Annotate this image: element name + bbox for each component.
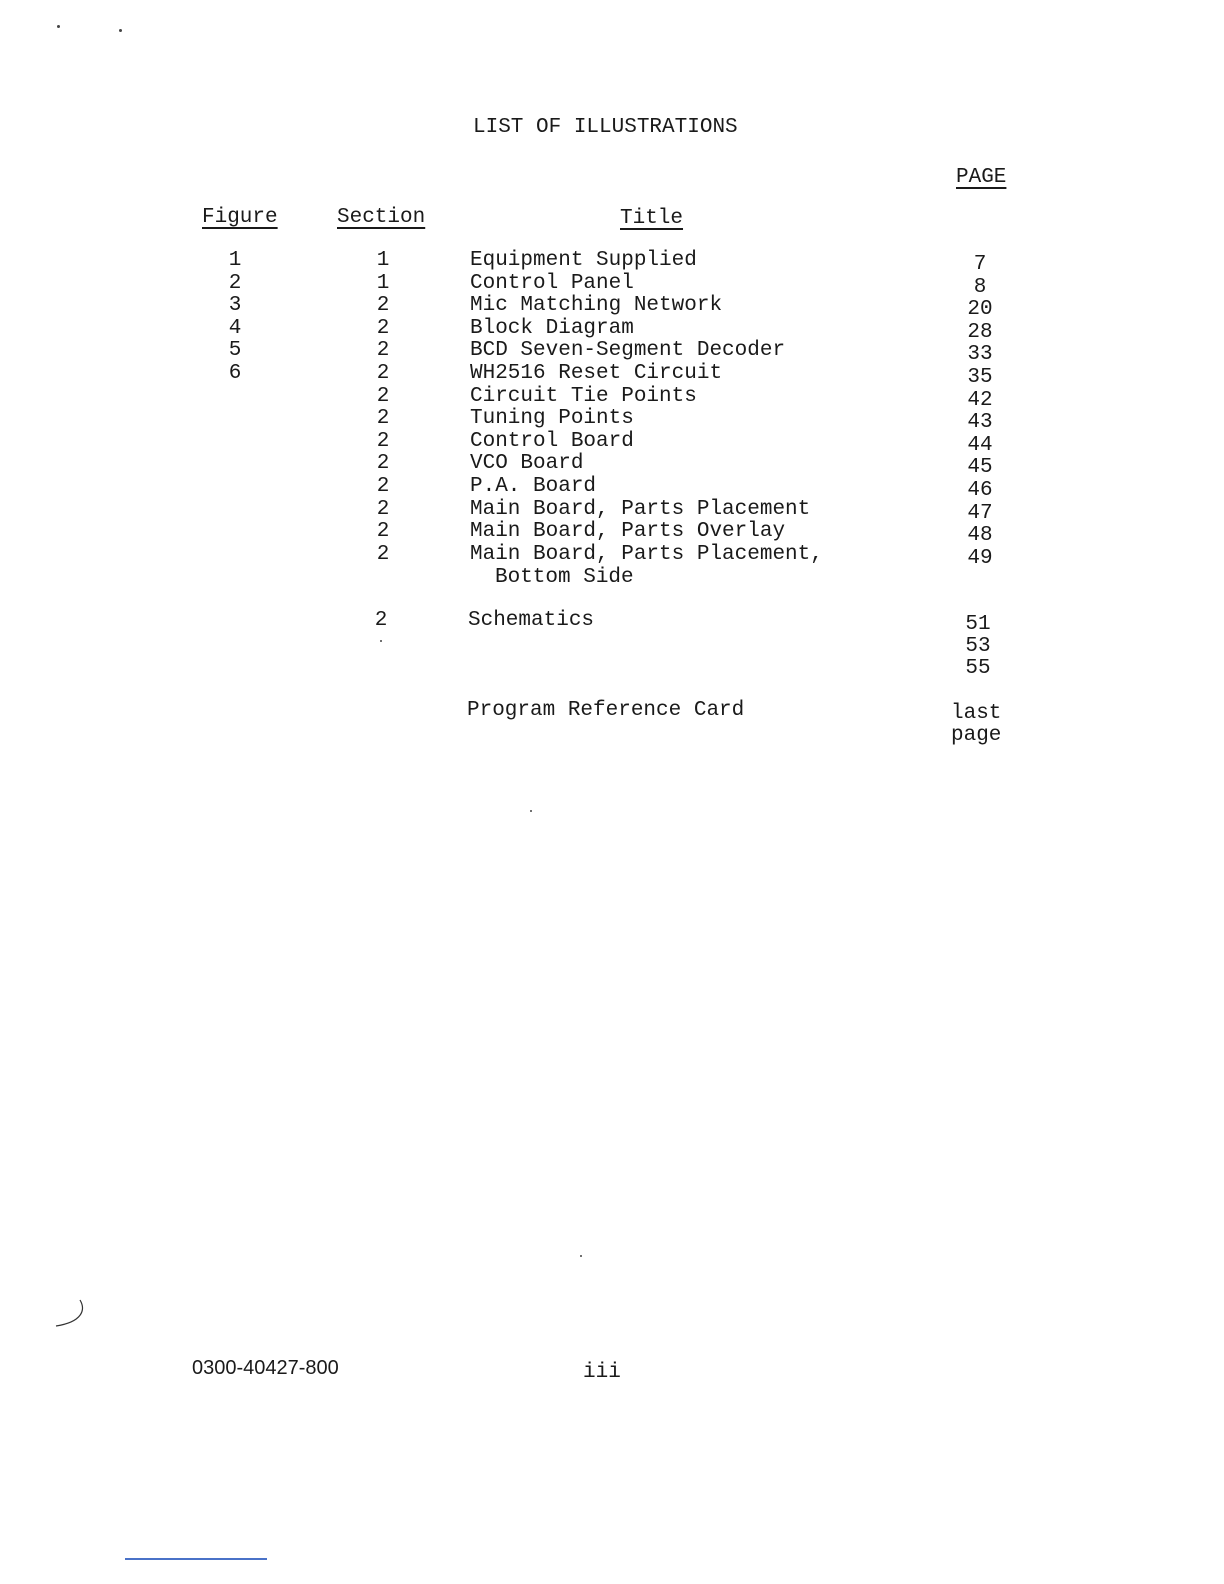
row-title-continuation: Bottom Side	[495, 566, 634, 589]
row-section: 2	[376, 543, 390, 566]
row-section: 2	[376, 430, 390, 453]
scan-speck	[380, 640, 382, 642]
row-page: 48	[967, 524, 993, 547]
row-title: Tuning Points	[470, 407, 634, 430]
row-page: 42	[967, 389, 993, 412]
row-title: Equipment Supplied	[470, 249, 697, 272]
row-page: 7	[973, 253, 987, 276]
row-page: 20	[967, 298, 993, 321]
row-section: 1	[376, 272, 390, 295]
row-page: 46	[967, 479, 993, 502]
row-section: 2	[376, 498, 390, 521]
scan-edge-line	[125, 1558, 267, 1560]
row-title: Block Diagram	[470, 317, 634, 340]
row-section: 2	[376, 452, 390, 475]
schematics-title: Schematics	[468, 609, 595, 632]
row-section: 2	[376, 407, 390, 430]
row-title: VCO Board	[470, 452, 584, 475]
row-page: 28	[967, 321, 993, 344]
row-figure: 3	[228, 294, 242, 317]
scan-speck	[580, 1255, 582, 1257]
page-number: iii	[583, 1361, 621, 1384]
row-page: 47	[967, 502, 993, 525]
scan-mark	[52, 1296, 88, 1332]
document-number: 0300-40427-800	[192, 1357, 339, 1379]
section-column-header: Section	[337, 206, 426, 229]
reference-card-page-line2: page	[951, 724, 1002, 747]
row-title: Control Panel	[470, 272, 634, 295]
row-section: 2	[376, 385, 390, 408]
row-section: 2	[376, 294, 390, 317]
reference-card-title: Program Reference Card	[467, 699, 745, 722]
figure-column-header: Figure	[202, 206, 278, 229]
row-page: 43	[967, 411, 993, 434]
row-figure: 4	[228, 317, 242, 340]
schematics-page-1: 51	[965, 613, 991, 636]
row-title: WH2516 Reset Circuit	[470, 362, 723, 385]
row-section: 2	[376, 475, 390, 498]
row-title: Main Board, Parts Placement,	[470, 543, 823, 566]
row-page: 44	[967, 434, 993, 457]
schematics-page-3: 55	[965, 657, 991, 680]
row-figure: 6	[228, 362, 242, 385]
row-page: 8	[973, 276, 987, 299]
row-page: 49	[967, 547, 993, 570]
row-section: 2	[376, 339, 390, 362]
row-figure: 2	[228, 272, 242, 295]
row-figure: 1	[228, 249, 242, 272]
scan-speck	[57, 25, 60, 28]
row-title: Control Board	[470, 430, 634, 453]
row-title: Circuit Tie Points	[470, 385, 697, 408]
list-heading: LIST OF ILLUSTRATIONS	[473, 116, 738, 139]
scan-speck	[530, 810, 532, 812]
row-figure: 5	[228, 339, 242, 362]
row-section: 1	[376, 249, 390, 272]
row-title: Main Board, Parts Placement	[470, 498, 811, 521]
row-section: 2	[376, 520, 390, 543]
title-column-header: Title	[620, 207, 684, 230]
row-title: P.A. Board	[470, 475, 597, 498]
scan-speck	[119, 29, 122, 32]
row-title: BCD Seven-Segment Decoder	[470, 339, 786, 362]
row-section: 2	[376, 317, 390, 340]
row-page: 45	[967, 456, 993, 479]
page-column-header: PAGE	[956, 166, 1007, 189]
row-page: 35	[967, 366, 993, 389]
reference-card-page-line1: last	[951, 702, 1002, 725]
row-title: Main Board, Parts Overlay	[470, 520, 786, 543]
row-page: 33	[967, 343, 993, 366]
schematics-section: 2	[374, 609, 388, 632]
schematics-page-2: 53	[965, 635, 991, 658]
row-title: Mic Matching Network	[470, 294, 723, 317]
row-section: 2	[376, 362, 390, 385]
